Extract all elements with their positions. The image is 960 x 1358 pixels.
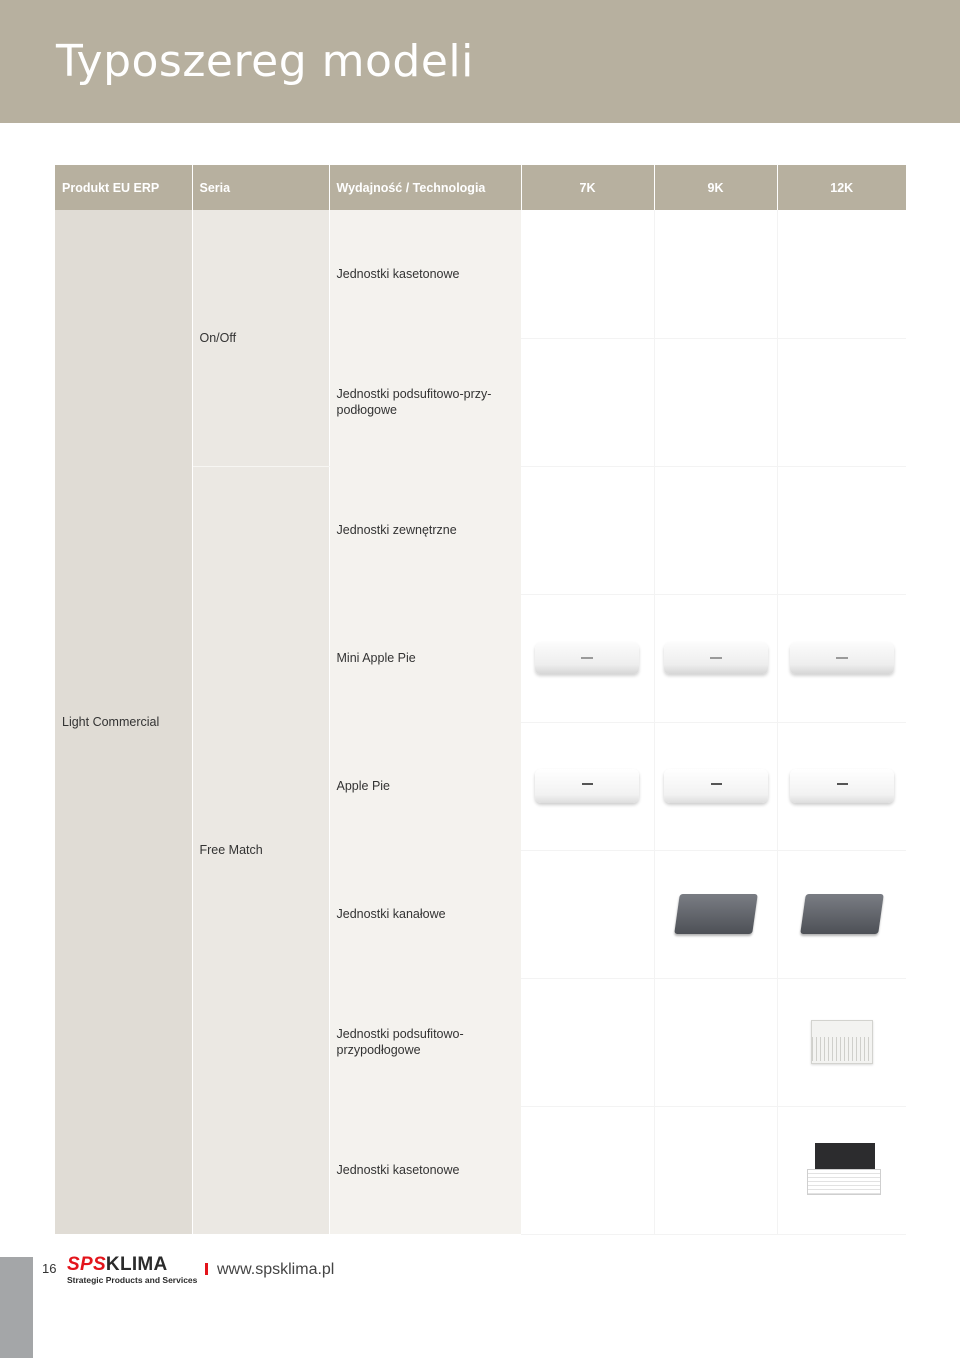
unit-cell [654,594,777,722]
logo-wordmark [67,1255,197,1275]
duct-unit-image [674,894,758,934]
unit-cell [777,466,906,594]
page-number: 16 [42,1261,57,1276]
unit-cell [777,722,906,850]
unit-cell [777,978,906,1106]
tech-label: Jednostki podsufitowo-przypodłogowe [329,978,521,1106]
sps-klima-logo [67,1255,197,1285]
duct-unit-image [800,894,884,934]
tech-label: Jednostki podsufitowo-przy-podłogowe [329,338,521,466]
unit-cell [654,850,777,978]
unit-cell [654,722,777,850]
col-header-12k: 12K [777,165,906,210]
table-row [55,210,906,338]
table-header-row [55,165,906,210]
mini-apple-pie-unit-image [664,642,768,674]
logo-klima: KLIMA [105,1254,168,1275]
unit-cell [521,210,654,338]
unit-cell [521,466,654,594]
unit-cell [654,338,777,466]
unit-cell [777,210,906,338]
tech-label: Jednostki zewnętrzne [329,466,521,594]
tech-label: Jednostki kasetonowe [329,210,521,338]
page-title: Typoszereg modeli [56,36,474,87]
cassette-unit-image [805,1143,879,1197]
unit-cell [654,210,777,338]
apple-pie-unit-image [664,769,768,803]
unit-cell [654,1106,777,1234]
col-header-9k: 9K [654,165,777,210]
unit-cell [521,338,654,466]
footer-side-bar [0,1257,33,1358]
tech-label: Jednostki kasetonowe [329,1106,521,1234]
unit-cell [777,1106,906,1234]
unit-cell [777,338,906,466]
series-on-off: On/Off [192,210,329,466]
col-header-series: Seria [192,165,329,210]
model-range-table [55,165,906,1235]
apple-pie-unit-image [535,769,639,803]
title-banner [0,0,960,123]
unit-cell [654,978,777,1106]
floor-ceiling-unit-image [811,1020,873,1064]
col-header-product: Produkt EU ERP [55,165,192,210]
unit-cell [521,722,654,850]
col-header-capacity: Wydajność / Technologia [329,165,521,210]
unit-cell [521,850,654,978]
unit-cell [654,466,777,594]
tech-label: Mini Apple Pie [329,594,521,722]
mini-apple-pie-unit-image [535,642,639,674]
logo-sps: SPS [67,1254,106,1275]
unit-cell [521,1106,654,1234]
product-category: Light Commercial [55,210,192,1234]
apple-pie-unit-image [790,769,894,803]
mini-apple-pie-unit-image [790,642,894,674]
tech-label: Apple Pie [329,722,521,850]
tech-label: Jednostki kanałowe [329,850,521,978]
unit-cell [521,978,654,1106]
series-free-match: Free Match [192,466,329,1234]
unit-cell [777,594,906,722]
unit-cell [521,594,654,722]
unit-cell [777,850,906,978]
logo-tagline: Strategic Products and Services [67,1275,198,1285]
col-header-7k: 7K [521,165,654,210]
website-link[interactable]: www.spsklima.pl [205,1261,334,1279]
